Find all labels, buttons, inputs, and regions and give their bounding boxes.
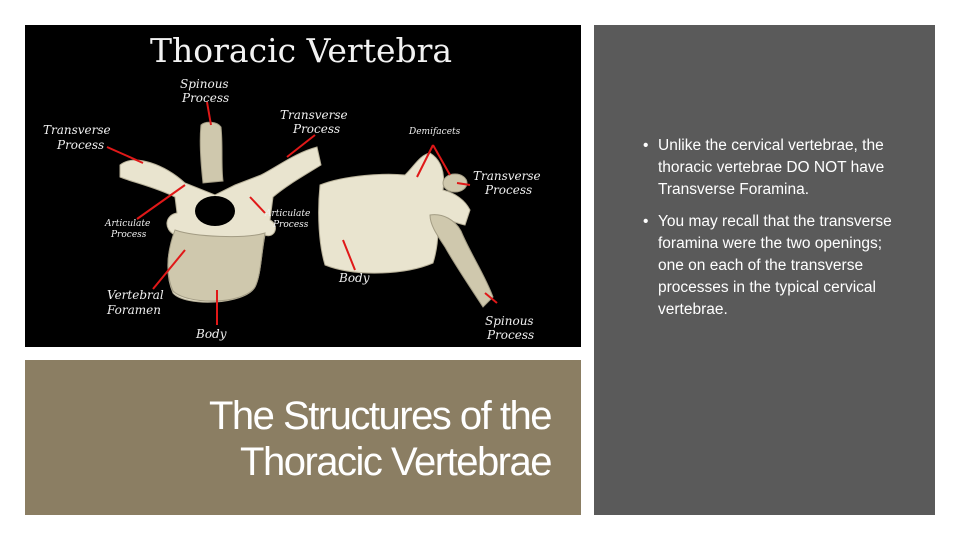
title-panel <box>25 360 581 515</box>
label-transverse-process-left-2: Process <box>57 138 105 152</box>
bullet-item <box>637 211 899 320</box>
slide-title <box>209 393 551 485</box>
label-spinous-process-top-2: Process <box>182 91 230 105</box>
label-transverse-process-left-1: Transverse <box>43 123 111 137</box>
label-transverse-process-right-2: Process <box>485 183 533 197</box>
vertebra-diagram-image <box>25 25 581 347</box>
label-demifacets: Demifacets <box>409 127 461 137</box>
bullet-marker: • <box>643 213 649 231</box>
label-transverse-process-right-1: Transverse <box>473 169 541 183</box>
label-articulate-process-mid-2: Process <box>273 220 309 230</box>
slide-title-line1: The Structures of the <box>208 394 551 438</box>
slide-title-line2: Thoracic Vertebrae <box>240 440 551 484</box>
label-transverse-process-mid-2: Process <box>293 122 341 136</box>
label-transverse-process-mid-1: Transverse <box>280 108 348 122</box>
label-spinous-process-top-1: Spinous <box>180 77 229 91</box>
bullet-text: You may recall that the transverse foramina were the two openings; one on each of the transverse processes in the typical cervical vertebrae. <box>658 213 892 318</box>
label-body-top: Body <box>196 327 227 341</box>
bullet-item <box>637 135 899 200</box>
label-spinous-process-side-2: Process <box>487 328 535 342</box>
label-articulate-process-left-2: Process <box>111 230 147 240</box>
diagram-title: Thoracic Vertebra <box>150 31 453 70</box>
bullet-list <box>637 135 899 331</box>
label-body-side: Body <box>339 271 370 285</box>
label-vertebral-foramen-1: Vertebral <box>107 288 164 302</box>
label-articulate-process-mid-1: Articulate <box>265 209 311 219</box>
label-articulate-process-left-1: Articulate <box>105 219 151 229</box>
content-panel <box>594 25 935 515</box>
vertebra-diagram-svg <box>25 25 581 347</box>
bullet-text: Unlike the cervical vertebrae, the thoracic vertebrae DO NOT have Transverse Foramina. <box>658 137 885 198</box>
label-vertebral-foramen-2: Foramen <box>107 303 161 317</box>
bullet-marker: • <box>643 137 649 154</box>
label-spinous-process-side-1: Spinous <box>485 314 534 328</box>
